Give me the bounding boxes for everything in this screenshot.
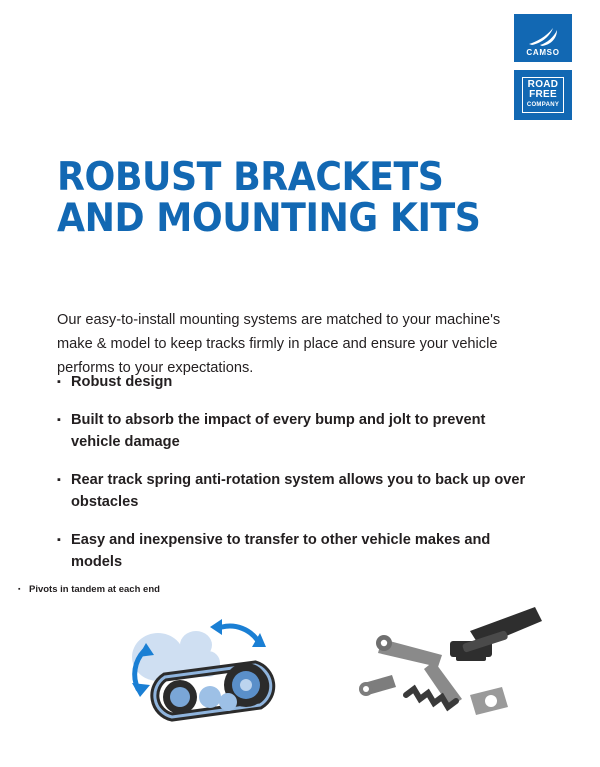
- list-item: [57, 469, 527, 513]
- bullet-marker-icon: ▪: [57, 474, 61, 486]
- camso-logo: [514, 14, 572, 62]
- list-item-label: Rear track spring anti-rotation system allows you to back up over obstacles: [71, 472, 526, 510]
- bullet-marker-icon: ▪: [57, 534, 61, 546]
- camso-swoosh-icon: [526, 25, 560, 47]
- logo-block: [514, 14, 572, 120]
- imagery-row: [0, 595, 600, 745]
- badge-line-1: ROAD: [527, 79, 559, 90]
- intro-paragraph: Our easy-to-install mounting systems are matched to your machine's make & model to keep tracks firmly in place and ensure your vehicle performs to your expectations.: [57, 311, 501, 376]
- badge-line-2: FREE: [529, 89, 557, 100]
- list-item: [57, 371, 527, 393]
- bullet-marker-icon: ▪: [57, 376, 61, 388]
- bullet-marker-icon: ▪: [57, 414, 61, 426]
- camso-wordmark: CAMSO: [526, 48, 560, 57]
- road-free-company-badge: [514, 70, 572, 120]
- badge-line-3: COMPANY: [526, 102, 560, 108]
- feature-bullet-list: [57, 371, 527, 589]
- footnote-marker-icon: ▪: [18, 586, 21, 593]
- list-item-label: Robust design: [71, 374, 173, 390]
- mounting-bracket-hardware-photo: [330, 595, 550, 735]
- list-item-label: Built to absorb the impact of every bump and jolt to prevent vehicle damage: [71, 412, 486, 450]
- track-system-illustration: [110, 605, 310, 735]
- list-item-label: Easy and inexpensive to transfer to other vehicle makes and models: [71, 532, 491, 570]
- page-title-line-2: AND MOUNTING KITS: [57, 196, 481, 242]
- page-title: [57, 155, 485, 242]
- page-title-line-1: ROBUST BRACKETS: [57, 155, 444, 201]
- footnote-label: Pivots in tandem at each end: [29, 584, 160, 595]
- list-item: [57, 409, 527, 453]
- list-item: [57, 529, 527, 573]
